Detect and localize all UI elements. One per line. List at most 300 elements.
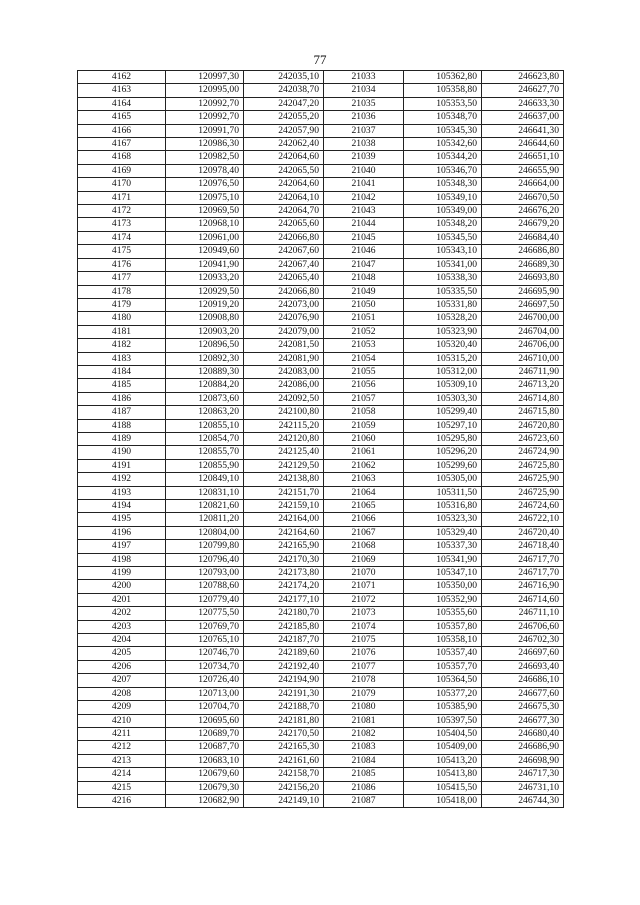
y-coord-left: 242064,60 [244, 151, 324, 164]
point-number-right: 21050 [324, 298, 404, 311]
x-coord-left: 120811,20 [166, 513, 244, 526]
x-coord-right: 105415,50 [404, 781, 482, 794]
x-coord-left: 120933,20 [166, 272, 244, 285]
point-number-right: 21060 [324, 432, 404, 445]
point-number-right: 21037 [324, 124, 404, 137]
x-coord-right: 105343,10 [404, 245, 482, 258]
table-row [78, 741, 564, 754]
point-number-right: 21062 [324, 459, 404, 472]
table-row [78, 593, 564, 606]
y-coord-right: 246686,10 [482, 674, 564, 687]
table-row [78, 701, 564, 714]
point-number-left: 4175 [78, 245, 166, 258]
point-number-right: 21068 [324, 540, 404, 553]
point-number-right: 21039 [324, 151, 404, 164]
table-row [78, 231, 564, 244]
y-coord-right: 246724,60 [482, 500, 564, 513]
y-coord-right: 246697,50 [482, 298, 564, 311]
x-coord-left: 120855,70 [166, 446, 244, 459]
point-number-left: 4214 [78, 768, 166, 781]
point-number-right: 21077 [324, 660, 404, 673]
y-coord-right: 246627,70 [482, 84, 564, 97]
x-coord-right: 105323,90 [404, 325, 482, 338]
point-number-right: 21069 [324, 553, 404, 566]
y-coord-right: 246725,80 [482, 459, 564, 472]
x-coord-right: 105348,70 [404, 111, 482, 124]
point-number-left: 4190 [78, 446, 166, 459]
point-number-right: 21041 [324, 178, 404, 191]
x-coord-left: 120746,70 [166, 647, 244, 660]
x-coord-right: 105337,30 [404, 540, 482, 553]
x-coord-right: 105345,50 [404, 231, 482, 244]
table-row [78, 526, 564, 539]
point-number-left: 4203 [78, 620, 166, 633]
y-coord-right: 246670,50 [482, 191, 564, 204]
y-coord-right: 246724,90 [482, 446, 564, 459]
point-number-right: 21064 [324, 486, 404, 499]
y-coord-left: 242115,20 [244, 419, 324, 432]
y-coord-left: 242057,90 [244, 124, 324, 137]
x-coord-right: 105312,00 [404, 365, 482, 378]
x-coord-right: 105303,30 [404, 392, 482, 405]
x-coord-left: 120821,60 [166, 500, 244, 513]
x-coord-left: 120793,00 [166, 567, 244, 580]
x-coord-left: 120889,30 [166, 365, 244, 378]
point-number-right: 21066 [324, 513, 404, 526]
point-number-right: 21072 [324, 593, 404, 606]
table-row [78, 151, 564, 164]
point-number-right: 21045 [324, 231, 404, 244]
point-number-right: 21057 [324, 392, 404, 405]
point-number-right: 21054 [324, 352, 404, 365]
x-coord-left: 120799,80 [166, 540, 244, 553]
x-coord-right: 105299,40 [404, 406, 482, 419]
point-number-right: 21076 [324, 647, 404, 660]
y-coord-right: 246677,30 [482, 714, 564, 727]
y-coord-right: 246698,90 [482, 754, 564, 767]
table-row [78, 379, 564, 392]
point-number-left: 4201 [78, 593, 166, 606]
point-number-right: 21035 [324, 97, 404, 110]
point-number-left: 4209 [78, 701, 166, 714]
x-coord-left: 120986,30 [166, 138, 244, 151]
x-coord-left: 120855,90 [166, 459, 244, 472]
x-coord-right: 105348,20 [404, 218, 482, 231]
x-coord-left: 120713,00 [166, 687, 244, 700]
y-coord-left: 242174,20 [244, 580, 324, 593]
y-coord-right: 246714,60 [482, 593, 564, 606]
point-number-left: 4206 [78, 660, 166, 673]
point-number-right: 21071 [324, 580, 404, 593]
x-coord-left: 120679,30 [166, 781, 244, 794]
table-row [78, 191, 564, 204]
x-coord-left: 120682,90 [166, 794, 244, 807]
y-coord-left: 242156,20 [244, 781, 324, 794]
x-coord-left: 120831,10 [166, 486, 244, 499]
table-row [78, 325, 564, 338]
x-coord-right: 105409,00 [404, 741, 482, 754]
point-number-right: 21084 [324, 754, 404, 767]
y-coord-left: 242173,80 [244, 567, 324, 580]
x-coord-right: 105364,50 [404, 674, 482, 687]
x-coord-right: 105329,40 [404, 526, 482, 539]
y-coord-right: 246693,80 [482, 272, 564, 285]
x-coord-right: 105357,80 [404, 620, 482, 633]
point-number-right: 21074 [324, 620, 404, 633]
y-coord-left: 242187,70 [244, 634, 324, 647]
x-coord-left: 120969,50 [166, 205, 244, 218]
point-number-left: 4181 [78, 325, 166, 338]
table-row [78, 567, 564, 580]
point-number-left: 4183 [78, 352, 166, 365]
x-coord-right: 105344,20 [404, 151, 482, 164]
point-number-left: 4197 [78, 540, 166, 553]
x-coord-right: 105397,50 [404, 714, 482, 727]
point-number-left: 4179 [78, 298, 166, 311]
y-coord-left: 242081,90 [244, 352, 324, 365]
x-coord-left: 120726,40 [166, 674, 244, 687]
y-coord-left: 242170,50 [244, 727, 324, 740]
y-coord-left: 242064,70 [244, 205, 324, 218]
point-number-left: 4165 [78, 111, 166, 124]
y-coord-left: 242138,80 [244, 473, 324, 486]
table-row [78, 298, 564, 311]
point-number-left: 4187 [78, 406, 166, 419]
x-coord-left: 120941,90 [166, 258, 244, 271]
table-row [78, 71, 564, 84]
point-number-right: 21079 [324, 687, 404, 700]
x-coord-left: 120896,50 [166, 339, 244, 352]
table-row [78, 178, 564, 191]
point-number-left: 4171 [78, 191, 166, 204]
point-number-right: 21059 [324, 419, 404, 432]
y-coord-right: 246637,00 [482, 111, 564, 124]
point-number-left: 4174 [78, 231, 166, 244]
y-coord-left: 242129,50 [244, 459, 324, 472]
point-number-left: 4173 [78, 218, 166, 231]
y-coord-right: 246723,60 [482, 432, 564, 445]
x-coord-right: 105349,00 [404, 205, 482, 218]
point-number-left: 4186 [78, 392, 166, 405]
y-coord-left: 242067,60 [244, 245, 324, 258]
y-coord-right: 246680,40 [482, 727, 564, 740]
x-coord-left: 120796,40 [166, 553, 244, 566]
table-row [78, 124, 564, 137]
point-number-right: 21038 [324, 138, 404, 151]
x-coord-right: 105320,40 [404, 339, 482, 352]
y-coord-left: 242120,80 [244, 432, 324, 445]
x-coord-right: 105357,40 [404, 647, 482, 660]
point-number-right: 21067 [324, 526, 404, 539]
point-number-right: 21080 [324, 701, 404, 714]
y-coord-right: 246731,10 [482, 781, 564, 794]
y-coord-right: 246717,30 [482, 768, 564, 781]
x-coord-right: 105358,10 [404, 634, 482, 647]
y-coord-left: 242067,40 [244, 258, 324, 271]
point-number-right: 21036 [324, 111, 404, 124]
x-coord-right: 105385,90 [404, 701, 482, 714]
y-coord-left: 242151,70 [244, 486, 324, 499]
y-coord-left: 242081,50 [244, 339, 324, 352]
y-coord-right: 246717,70 [482, 567, 564, 580]
y-coord-left: 242100,80 [244, 406, 324, 419]
point-number-left: 4168 [78, 151, 166, 164]
x-coord-left: 120734,70 [166, 660, 244, 673]
x-coord-left: 120695,60 [166, 714, 244, 727]
point-number-right: 21070 [324, 567, 404, 580]
x-coord-left: 120968,10 [166, 218, 244, 231]
table-row [78, 111, 564, 124]
y-coord-right: 246725,90 [482, 486, 564, 499]
point-number-right: 21044 [324, 218, 404, 231]
table-row [78, 258, 564, 271]
x-coord-right: 105413,80 [404, 768, 482, 781]
x-coord-right: 105342,60 [404, 138, 482, 151]
y-coord-left: 242188,70 [244, 701, 324, 714]
table-row [78, 272, 564, 285]
page-number: 77 [313, 52, 327, 67]
y-coord-left: 242177,10 [244, 593, 324, 606]
y-coord-left: 242083,00 [244, 365, 324, 378]
y-coord-left: 242194,90 [244, 674, 324, 687]
x-coord-left: 120775,50 [166, 607, 244, 620]
x-coord-right: 105341,90 [404, 553, 482, 566]
table-row [78, 714, 564, 727]
x-coord-right: 105362,80 [404, 71, 482, 84]
y-coord-left: 242073,00 [244, 298, 324, 311]
table-row [78, 138, 564, 151]
point-number-left: 4202 [78, 607, 166, 620]
y-coord-right: 246689,30 [482, 258, 564, 271]
point-number-left: 4170 [78, 178, 166, 191]
y-coord-left: 242181,80 [244, 714, 324, 727]
table-row [78, 607, 564, 620]
point-number-left: 4169 [78, 164, 166, 177]
y-coord-left: 242192,40 [244, 660, 324, 673]
x-coord-left: 120892,30 [166, 352, 244, 365]
y-coord-right: 246717,70 [482, 553, 564, 566]
table-row [78, 459, 564, 472]
y-coord-right: 246716,90 [482, 580, 564, 593]
x-coord-left: 120863,20 [166, 406, 244, 419]
table-row [78, 634, 564, 647]
x-coord-right: 105377,20 [404, 687, 482, 700]
x-coord-right: 105413,20 [404, 754, 482, 767]
y-coord-right: 246676,20 [482, 205, 564, 218]
y-coord-right: 246651,10 [482, 151, 564, 164]
table-row [78, 727, 564, 740]
point-number-right: 21040 [324, 164, 404, 177]
point-number-left: 4176 [78, 258, 166, 271]
y-coord-right: 246693,40 [482, 660, 564, 673]
table-row [78, 312, 564, 325]
point-number-left: 4194 [78, 500, 166, 513]
x-coord-left: 120854,70 [166, 432, 244, 445]
point-number-left: 4210 [78, 714, 166, 727]
x-coord-right: 105338,30 [404, 272, 482, 285]
point-number-right: 21083 [324, 741, 404, 754]
x-coord-right: 105323,30 [404, 513, 482, 526]
table-row [78, 339, 564, 352]
x-coord-right: 105347,10 [404, 567, 482, 580]
x-coord-left: 120903,20 [166, 325, 244, 338]
point-number-right: 21087 [324, 794, 404, 807]
y-coord-right: 246710,00 [482, 352, 564, 365]
table-row [78, 580, 564, 593]
point-number-left: 4182 [78, 339, 166, 352]
x-coord-right: 105346,70 [404, 164, 482, 177]
y-coord-right: 246697,60 [482, 647, 564, 660]
point-number-left: 4191 [78, 459, 166, 472]
y-coord-right: 246677,60 [482, 687, 564, 700]
x-coord-left: 120855,10 [166, 419, 244, 432]
table-row [78, 540, 564, 553]
point-number-right: 21056 [324, 379, 404, 392]
table-row [78, 419, 564, 432]
x-coord-left: 120975,10 [166, 191, 244, 204]
x-coord-right: 105349,10 [404, 191, 482, 204]
y-coord-right: 246714,80 [482, 392, 564, 405]
y-coord-left: 242066,80 [244, 231, 324, 244]
table-row [78, 513, 564, 526]
x-coord-left: 120687,70 [166, 741, 244, 754]
point-number-left: 4162 [78, 71, 166, 84]
point-number-right: 21053 [324, 339, 404, 352]
y-coord-right: 246702,30 [482, 634, 564, 647]
point-number-left: 4177 [78, 272, 166, 285]
y-coord-right: 246706,00 [482, 339, 564, 352]
table-row [78, 365, 564, 378]
point-number-left: 4164 [78, 97, 166, 110]
point-number-left: 4172 [78, 205, 166, 218]
table-row [78, 674, 564, 687]
y-coord-left: 242180,70 [244, 607, 324, 620]
y-coord-left: 242065,60 [244, 218, 324, 231]
table-row [78, 97, 564, 110]
y-coord-left: 242165,90 [244, 540, 324, 553]
y-coord-right: 246720,40 [482, 526, 564, 539]
x-coord-right: 105299,60 [404, 459, 482, 472]
y-coord-right: 246641,30 [482, 124, 564, 137]
point-number-right: 21082 [324, 727, 404, 740]
point-number-left: 4198 [78, 553, 166, 566]
y-coord-right: 246715,80 [482, 406, 564, 419]
table-row [78, 84, 564, 97]
x-coord-left: 120982,50 [166, 151, 244, 164]
y-coord-right: 246713,20 [482, 379, 564, 392]
x-coord-right: 105350,00 [404, 580, 482, 593]
point-number-left: 4188 [78, 419, 166, 432]
y-coord-left: 242191,30 [244, 687, 324, 700]
y-coord-right: 246695,90 [482, 285, 564, 298]
point-number-left: 4178 [78, 285, 166, 298]
y-coord-left: 242125,40 [244, 446, 324, 459]
table-row [78, 473, 564, 486]
point-number-right: 21085 [324, 768, 404, 781]
x-coord-right: 105315,20 [404, 352, 482, 365]
x-coord-left: 120788,60 [166, 580, 244, 593]
y-coord-right: 246722,10 [482, 513, 564, 526]
x-coord-left: 120978,40 [166, 164, 244, 177]
x-coord-left: 120997,30 [166, 71, 244, 84]
point-number-right: 21051 [324, 312, 404, 325]
table-row [78, 553, 564, 566]
y-coord-right: 246704,00 [482, 325, 564, 338]
x-coord-right: 105331,80 [404, 298, 482, 311]
table-row [78, 432, 564, 445]
point-number-left: 4167 [78, 138, 166, 151]
point-number-left: 4211 [78, 727, 166, 740]
point-number-left: 4212 [78, 741, 166, 754]
y-coord-left: 242062,40 [244, 138, 324, 151]
point-number-right: 21075 [324, 634, 404, 647]
point-number-left: 4216 [78, 794, 166, 807]
x-coord-right: 105305,00 [404, 473, 482, 486]
point-number-left: 4207 [78, 674, 166, 687]
point-number-left: 4200 [78, 580, 166, 593]
y-coord-left: 242038,70 [244, 84, 324, 97]
point-number-left: 4205 [78, 647, 166, 660]
y-coord-right: 246718,40 [482, 540, 564, 553]
y-coord-left: 242064,10 [244, 191, 324, 204]
point-number-right: 21055 [324, 365, 404, 378]
y-coord-left: 242047,20 [244, 97, 324, 110]
x-coord-right: 105335,50 [404, 285, 482, 298]
x-coord-left: 120704,70 [166, 701, 244, 714]
table-row [78, 486, 564, 499]
y-coord-right: 246655,90 [482, 164, 564, 177]
point-number-left: 4215 [78, 781, 166, 794]
x-coord-left: 120884,20 [166, 379, 244, 392]
point-number-right: 21078 [324, 674, 404, 687]
point-number-left: 4184 [78, 365, 166, 378]
x-coord-left: 120679,60 [166, 768, 244, 781]
y-coord-left: 242165,30 [244, 741, 324, 754]
y-coord-left: 242076,90 [244, 312, 324, 325]
point-number-right: 21061 [324, 446, 404, 459]
y-coord-right: 246679,20 [482, 218, 564, 231]
table-row [78, 647, 564, 660]
point-number-left: 4208 [78, 687, 166, 700]
coordinates-table [77, 70, 564, 808]
table-row [78, 285, 564, 298]
x-coord-left: 120689,70 [166, 727, 244, 740]
point-number-left: 4213 [78, 754, 166, 767]
y-coord-right: 246706,60 [482, 620, 564, 633]
point-number-left: 4166 [78, 124, 166, 137]
y-coord-left: 242065,50 [244, 164, 324, 177]
x-coord-right: 105345,30 [404, 124, 482, 137]
point-number-right: 21047 [324, 258, 404, 271]
x-coord-right: 105316,80 [404, 500, 482, 513]
x-coord-right: 105311,50 [404, 486, 482, 499]
x-coord-left: 120991,70 [166, 124, 244, 137]
table-row [78, 754, 564, 767]
y-coord-left: 242164,60 [244, 526, 324, 539]
y-coord-left: 242079,00 [244, 325, 324, 338]
y-coord-right: 246686,80 [482, 245, 564, 258]
x-coord-left: 120992,70 [166, 97, 244, 110]
x-coord-left: 120949,60 [166, 245, 244, 258]
x-coord-right: 105353,50 [404, 97, 482, 110]
x-coord-right: 105295,80 [404, 432, 482, 445]
x-coord-right: 105328,20 [404, 312, 482, 325]
point-number-right: 21034 [324, 84, 404, 97]
point-number-right: 21058 [324, 406, 404, 419]
table-row [78, 164, 564, 177]
point-number-right: 21063 [324, 473, 404, 486]
y-coord-left: 242161,60 [244, 754, 324, 767]
